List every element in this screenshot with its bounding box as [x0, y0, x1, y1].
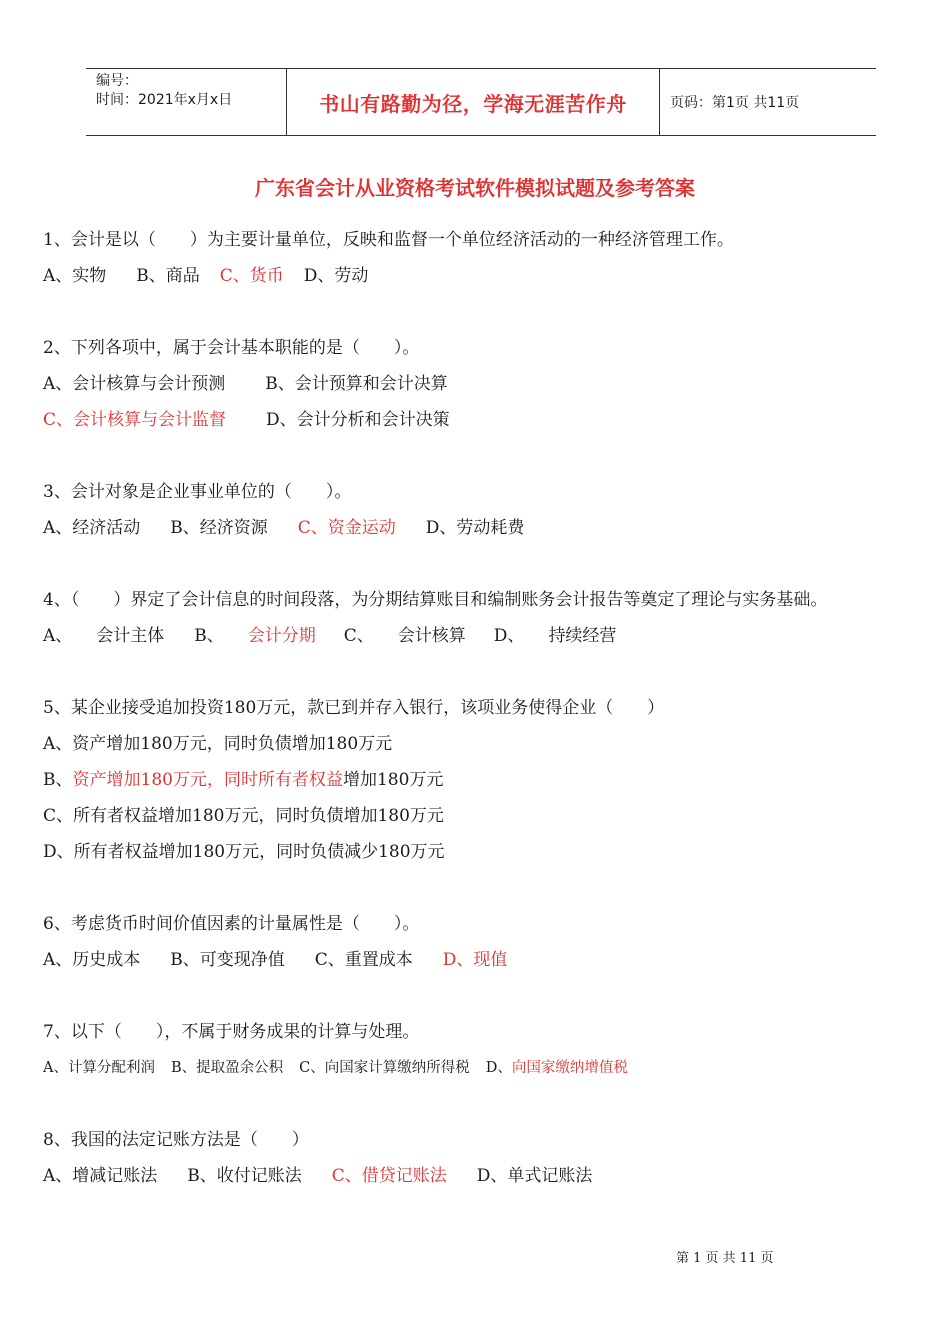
- question-options: [43, 618, 923, 654]
- question-options: [43, 258, 923, 294]
- question-8: [43, 1122, 923, 1194]
- header-motto: 书山有路勤为径，学海无涯苦作舟: [287, 69, 660, 135]
- question-stem: 8、我国的法定记账方法是（ ）: [43, 1130, 309, 1150]
- page-footer: 第 1 页 共 11 页: [676, 1251, 774, 1266]
- option-b-letter: B、: [43, 770, 73, 790]
- question-options: [43, 1158, 923, 1194]
- option-d: D、单式记账法: [476, 1166, 593, 1186]
- option-d: D、劳动: [303, 266, 369, 286]
- option-a: A、实物: [43, 266, 107, 286]
- option-d-letter: D、: [493, 626, 525, 646]
- question-1: [43, 222, 923, 294]
- option-c: C、重置成本: [314, 950, 413, 970]
- time-label: 时间：2021年x月x日: [96, 92, 233, 108]
- question-stem: 5、某企业接受追加投资180万元，款已到并存入银行，该项业务使得企业（ ）: [43, 698, 665, 718]
- question-stem: 7、以下（ ），不属于财务成果的计算与处理。: [43, 1022, 420, 1042]
- option-c: C、货币: [219, 266, 284, 286]
- option-a: 会计主体: [96, 626, 165, 646]
- option-b-letter: B、: [194, 626, 224, 646]
- option-c: C、借贷记账法: [331, 1166, 447, 1186]
- option-b: B、可变现净值: [170, 950, 285, 970]
- option-a-letter: A、: [43, 626, 73, 646]
- option-d-letter: D、: [485, 1060, 512, 1076]
- question-options: [43, 510, 923, 546]
- number-label: 编号：: [96, 73, 138, 89]
- header-meta: [86, 69, 287, 135]
- option-c: C、所有者权益增加180万元，同时负债增加180万元: [43, 806, 444, 826]
- question-stem: 3、会计对象是企业事业单位的（ ）。: [43, 482, 352, 502]
- question-options: [43, 366, 923, 402]
- option-c: 会计核算: [397, 626, 466, 646]
- option-c: C、会计核算与会计监督: [43, 410, 227, 430]
- question-6: [43, 906, 923, 978]
- question-3: [43, 474, 923, 546]
- option-a: A、经济活动: [43, 518, 141, 538]
- option-a: A、资产增加180万元，同时负债增加180万元: [43, 734, 393, 754]
- option-b: 会计分期: [247, 626, 316, 646]
- option-b: [43, 762, 923, 798]
- option-d: 向国家缴纳增值税: [511, 1060, 628, 1076]
- document-title: 广东省会计从业资格考试软件模拟试题及参考答案: [255, 176, 695, 200]
- question-2: [43, 330, 923, 438]
- option-b: B、商品: [136, 266, 200, 286]
- question-stem: 6、考虑货币时间价值因素的计量属性是（ ）。: [43, 914, 420, 934]
- question-4: [43, 582, 923, 654]
- option-b-highlight: 资产增加180万元，同时所有者权益: [72, 770, 343, 790]
- question-stem: 2、下列各项中，属于会计基本职能的是（ ）。: [43, 338, 420, 358]
- option-c: C、向国家计算缴纳所得税: [299, 1060, 470, 1076]
- option-b: B、收付记账法: [187, 1166, 302, 1186]
- option-c-letter: C、: [343, 626, 374, 646]
- option-d: D、所有者权益增加180万元，同时负债减少180万元: [43, 842, 445, 862]
- option-a: A、计算分配利润: [43, 1060, 155, 1076]
- option-b: B、会计预算和会计决算: [265, 374, 448, 394]
- question-stem: 1、会计是以（ ）为主要计量单位，反映和监督一个单位经济活动的一种经济管理工作。: [43, 230, 734, 250]
- option-b: B、经济资源: [170, 518, 268, 538]
- option-b-rest: 增加180万元: [342, 770, 444, 790]
- question-options: [43, 1050, 923, 1086]
- question-options: [43, 942, 923, 978]
- question-stem: 4、（ ）界定了会计信息的时间段落，为分期结算账目和编制账务会计报告等奠定了理论与实务基础。: [43, 590, 828, 610]
- header-page-label: 页码：第1页 共11页: [670, 95, 800, 111]
- question-options: [43, 402, 923, 438]
- question-5: [43, 690, 923, 870]
- document-header: [86, 68, 876, 136]
- option-a: A、历史成本: [43, 950, 141, 970]
- option-c: C、资金运动: [297, 518, 396, 538]
- option-d: 持续经营: [548, 626, 617, 646]
- option-a: A、增减记账法: [43, 1166, 158, 1186]
- option-a: A、会计核算与会计预测: [43, 374, 226, 394]
- option-d: D、劳动耗费: [425, 518, 525, 538]
- option-b: B、提取盈余公积: [170, 1060, 284, 1076]
- question-list: [43, 222, 923, 1230]
- option-d: D、现值: [442, 950, 508, 970]
- option-d: D、会计分析和会计决策: [266, 410, 450, 430]
- question-7: [43, 1014, 923, 1086]
